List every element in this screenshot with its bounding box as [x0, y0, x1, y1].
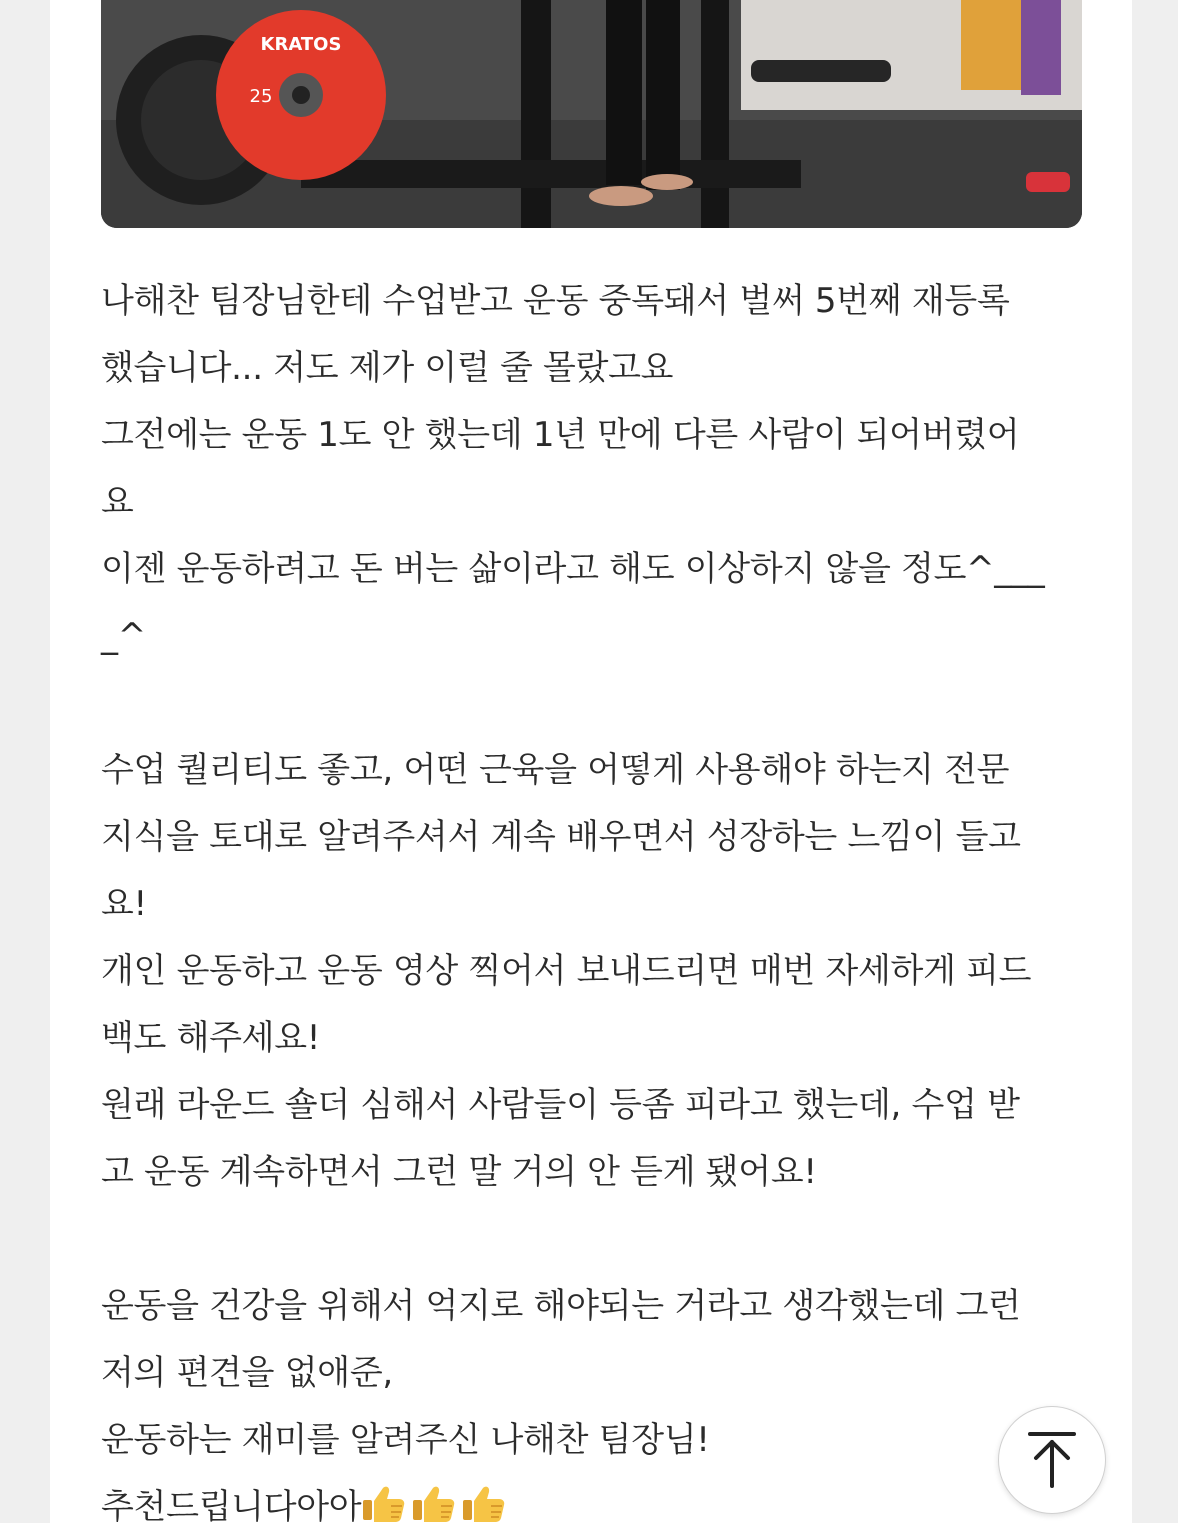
- blank-line: [101, 1206, 1091, 1273]
- thumbs-up-icon: [411, 1484, 457, 1523]
- review-line: 백도 해주세요!: [101, 1018, 321, 1058]
- review-line: 원래 라운드 숄더 심해서 사람들이 등좀 피라고 했는데, 수업 받: [101, 1085, 1020, 1125]
- review-photo[interactable]: [101, 0, 1082, 228]
- blank-line: [101, 670, 1091, 737]
- plate-brand-text: KRATOS: [260, 34, 342, 55]
- review-line: 추천드립니다아아: [101, 1474, 1091, 1523]
- review-line: 나해찬 팀장님한테 수업받고 운동 중독돼서 벌써 5번째 재등록: [101, 281, 1010, 321]
- review-text: [101, 268, 1091, 1523]
- review-line: 그전에는 운동 1도 안 했는데 1년 만에 다른 사람이 되어버렸어: [101, 415, 1020, 455]
- review-line: 운동을 건강을 위해서 억지로 해야되는 거라고 생각했는데 그런: [101, 1286, 1021, 1326]
- review-line: 했습니다... 저도 제가 이럴 줄 몰랐고요: [101, 348, 674, 388]
- review-line: 저의 편견을 없애준,: [101, 1353, 393, 1393]
- plate-weight-text: 25: [249, 86, 273, 107]
- thumbs-up-icon: [461, 1484, 507, 1523]
- review-line: 요: [101, 482, 134, 522]
- review-line: 운동하는 재미를 알려주신 나해찬 팀장님!: [101, 1420, 710, 1460]
- scroll-to-top-button[interactable]: [998, 1406, 1106, 1514]
- arrow-up-icon: [1026, 1430, 1078, 1490]
- thumbs-up-icon: [361, 1484, 407, 1523]
- review-line: 수업 퀄리티도 좋고, 어떤 근육을 어떻게 사용해야 하는지 전문: [101, 750, 1010, 790]
- review-line: _^: [101, 616, 146, 656]
- review-line: 개인 운동하고 운동 영상 찍어서 보내드리면 매번 자세하게 피드: [101, 951, 1032, 991]
- review-line: 고 운동 계속하면서 그런 말 거의 안 듣게 됐어요!: [101, 1152, 817, 1192]
- review-line: 지식을 토대로 알려주셔서 계속 배우면서 성장하는 느낌이 들고: [101, 817, 1021, 857]
- review-line: 이젠 운동하려고 돈 버는 삶이라고 해도 이상하지 않을 정도^___: [101, 549, 1045, 589]
- gym-photo-illustration: [101, 0, 1082, 228]
- review-line: 요!: [101, 884, 147, 924]
- thumbs-up-group: [361, 1487, 511, 1523]
